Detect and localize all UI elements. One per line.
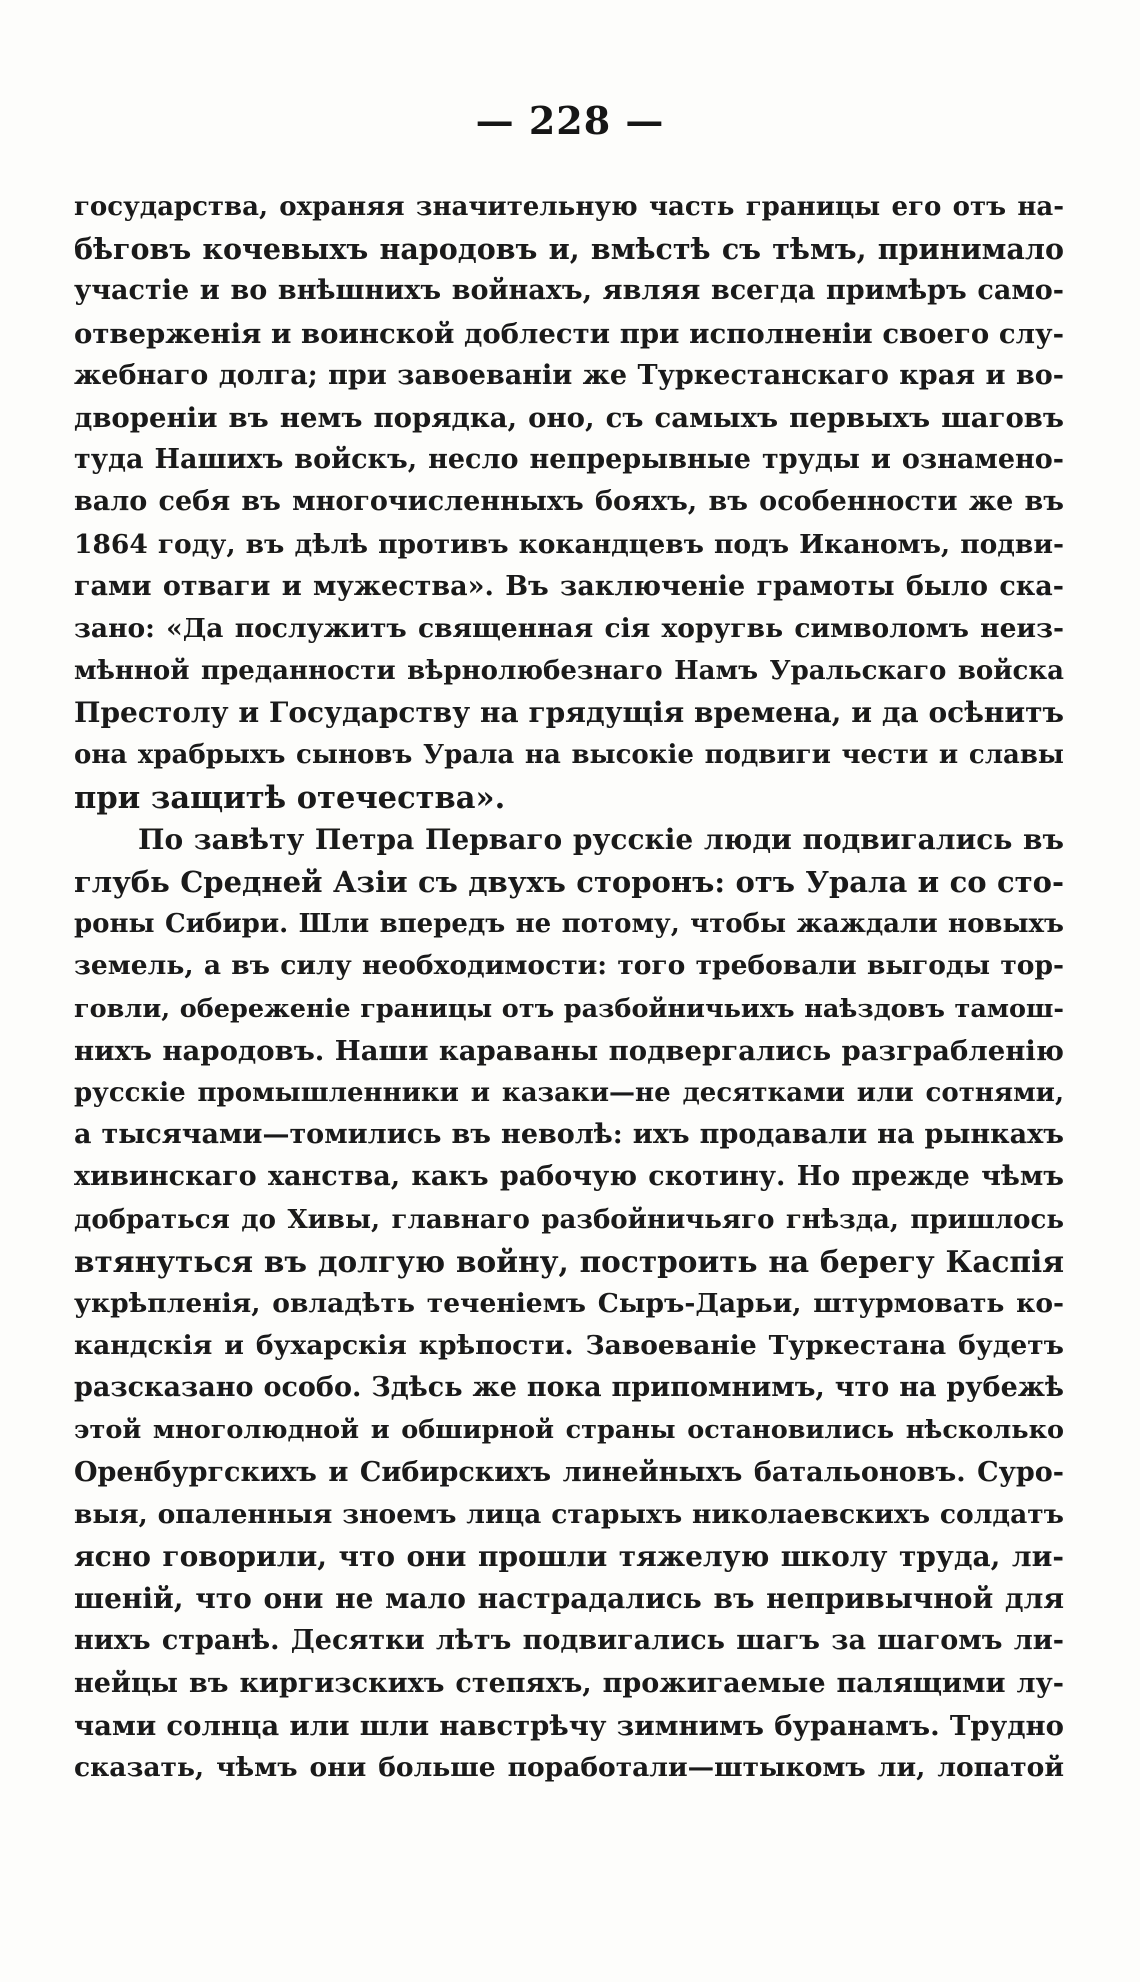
text-line: жебнаго долга; при завоеваніи же Туркестанскаго края и во- [74,359,1064,391]
text-line: Оренбургскихъ и Сибирскихъ линейныхъ батальоновъ. Суро- [74,1456,1064,1488]
text-line: она храбрыхъ сыновъ Урала на высокіе подвиги чести и славы [74,740,1064,771]
text-line: разсказано особо. Здѣсь же пока припомнимъ, что на рубежѣ [74,1372,1064,1404]
text-line: 1864 году, въ дѣлѣ противъ кокандцевъ подъ Иканомъ, подви- [74,528,1064,560]
text-line: земель, а въ силу необходимости: того требовали выгоды тор- [74,950,1064,982]
text-line: отверженія и воинской доблести при исполненіи своего слу- [74,317,1064,350]
text-line: Престолу и Государству на грядущія времена, и да осѣнитъ [74,696,1064,730]
text-line: мѣнной преданности вѣрнолюбезнаго Намъ Уральскаго войска [74,656,1064,687]
text-line: шеній, что они не мало настрадались въ непривычной для [74,1582,1064,1616]
text-line: роны Сибири. Шли впередъ не потому, чтобы жаждали новыхъ [74,909,1064,940]
text-line: нейцы въ киргизскихъ степяхъ, прожигаемые палящими лу- [74,1667,1064,1699]
text-line: нихъ народовъ. Наши караваны подвергались разграбленію [74,1034,1064,1067]
text-line: чами солнца или шли навстрѣчу зимнимъ буранамъ. Трудно [74,1709,1064,1742]
text-line: государства, охраняя значительную часть границы его отъ на- [74,192,1064,222]
text-line: втянуться въ долгую войну, построить на берегу Каспія [74,1243,1064,1279]
text-line: а тысячами—томились въ неволѣ: ихъ продавали на рынкахъ [74,1119,1064,1151]
text-line: говли, обереженіе границы отъ разбойничьихъ наѣздовъ тамош- [74,993,1064,1024]
text-line: русскіе промышленники и казаки—не десятками или сотнями, [74,1077,1064,1108]
text-line: укрѣпленія, овладѣть теченіемъ Сыръ-Дарьи, штурмовать ко- [74,1287,1064,1319]
text-line: сказать, чѣмъ они больше поработали—штыкомъ ли, лопатой [74,1751,1064,1783]
text-line: кандскія и бухарскія крѣпости. Завоеваніе Туркестана будетъ [74,1330,1064,1362]
page-number: — 228 — [475,98,665,143]
text-line: ясно говорили, что они прошли тяжелую школу труда, ли- [74,1540,1064,1573]
text-line: при защитѣ отечества». [74,779,506,816]
text-line: участіе и во внѣшнихъ войнахъ, являя всегда примѣръ само- [74,275,1064,307]
text-line: добраться до Хивы, главнаго разбойничьяго гнѣзда, пришлось [74,1204,1064,1235]
text-line: выя, опаленныя зноемъ лица старыхъ николаевскихъ солдатъ [74,1498,1064,1530]
text-line: вало себя въ многочисленныхъ бояхъ, въ особенности же въ [74,486,1064,518]
text-line: туда Нашихъ войскъ, несло непрерывные труды и ознамено- [74,444,1064,476]
text-line: нихъ странѣ. Десятки лѣтъ подвигались шагъ за шагомъ ли- [74,1625,1064,1657]
text-line: зано: «Да послужитъ священная сія хоругвь символомъ неиз- [74,612,1064,644]
text-line: глубь Средней Азіи съ двухъ сторонъ: отъ Урала и со сто- [74,865,1064,899]
text-line: бѣговъ кочевыхъ народовъ и, вмѣстѣ съ тѣмъ, принимало [74,232,1064,267]
text-line: двореніи въ немъ порядка, оно, съ самыхъ первыхъ шаговъ [74,401,1064,434]
body-text [74,186,1064,1789]
text-line: гами отваги и мужества». Въ заключеніе грамоты было ска- [74,570,1064,602]
text-line: этой многолюдной и обширной страны остановились нѣсколько [74,1415,1064,1446]
text-line: По завѣту Петра Перваго русскіе люди подвигались въ [138,822,1064,856]
text-line: хивинскаго ханства, какъ рабочую скотину. Но прежде чѣмъ [74,1161,1064,1193]
